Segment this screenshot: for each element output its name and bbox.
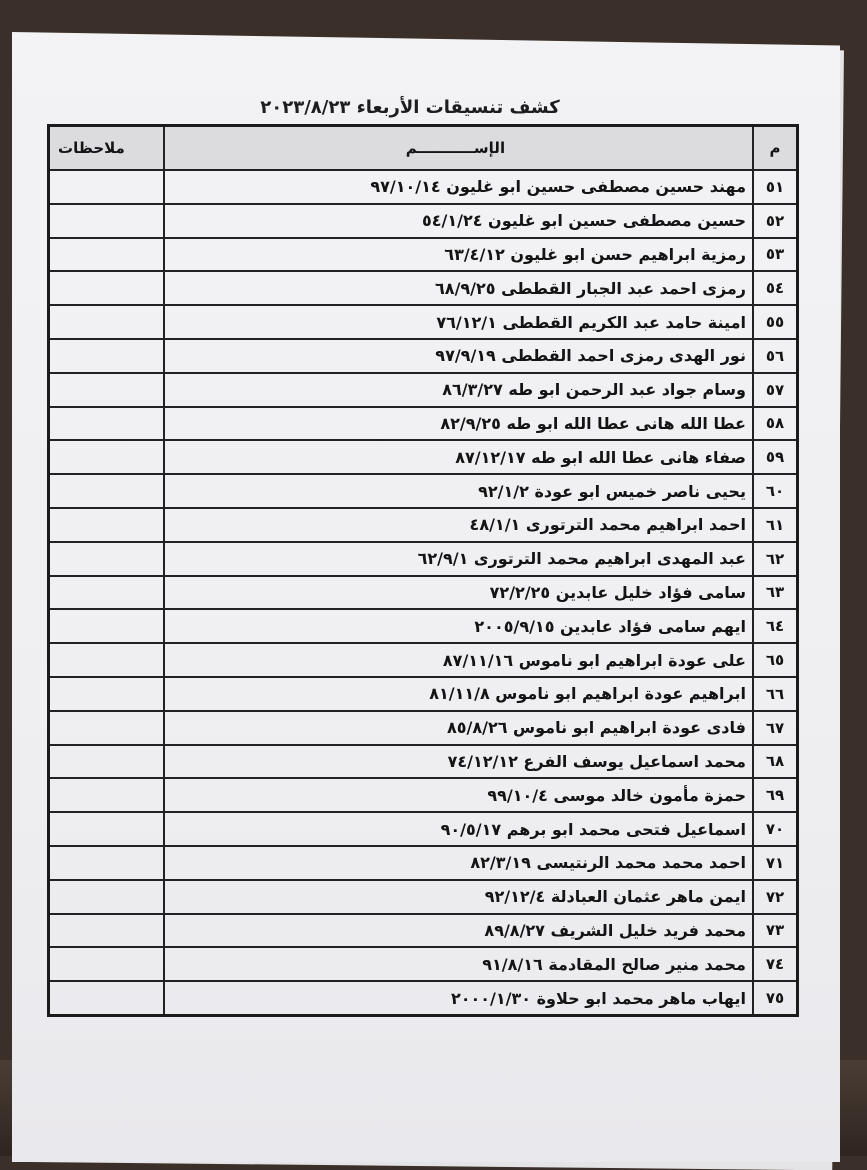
row-name: احمد ابراهيم محمد الترتورى ٤٨/١/١ [164, 508, 753, 542]
row-notes [49, 339, 164, 373]
table-row [49, 643, 798, 677]
row-name: اسماعيل فتحى محمد ابو برهم ٩٠/٥/١٧ [164, 812, 753, 846]
table-row [49, 373, 798, 407]
table-row [49, 880, 798, 914]
row-name: محمد منير صالح المقادمة ٩١/٨/١٦ [164, 947, 753, 981]
row-number: ٦٧ [753, 711, 798, 745]
table-row [49, 914, 798, 948]
row-name: صفاء هانى عطا الله ابو طه ٨٧/١٢/١٧ [164, 440, 753, 474]
row-name: محمد اسماعيل يوسف الفرع ٧٤/١٢/١٢ [164, 745, 753, 779]
row-notes [49, 440, 164, 474]
header-num: م [753, 126, 798, 171]
table-row [49, 745, 798, 779]
table-row [49, 339, 798, 373]
row-name: ايهم سامى فؤاد عابدين ٢٠٠٥/٩/١٥ [164, 609, 753, 643]
row-notes [49, 745, 164, 779]
row-notes [49, 407, 164, 441]
row-number: ٦٨ [753, 745, 798, 779]
row-number: ٧١ [753, 846, 798, 880]
row-number: ٧٢ [753, 880, 798, 914]
table-row [49, 305, 798, 339]
row-name: رمزية ابراهيم حسن ابو غليون ٦٣/٤/١٢ [164, 238, 753, 272]
row-name: ايمن ماهر عثمان العبادلة ٩٢/١٢/٤ [164, 880, 753, 914]
row-notes [49, 947, 164, 981]
row-number: ٥٣ [753, 238, 798, 272]
row-number: ٥٧ [753, 373, 798, 407]
row-number: ٦٩ [753, 778, 798, 812]
row-name: ابراهيم عودة ابراهيم ابو ناموس ٨١/١١/٨ [164, 677, 753, 711]
row-number: ٥٥ [753, 305, 798, 339]
row-number: ٥٩ [753, 440, 798, 474]
row-name: عبد المهدى ابراهيم محمد الترتورى ٦٢/٩/١ [164, 542, 753, 576]
row-notes [49, 914, 164, 948]
row-name: محمد فريد خليل الشريف ٨٩/٨/٢٧ [164, 914, 753, 948]
table-row [49, 474, 798, 508]
row-name: نور الهدى رمزى احمد القططى ٩٧/٩/١٩ [164, 339, 753, 373]
row-notes [49, 542, 164, 576]
row-notes [49, 474, 164, 508]
row-name: مهند حسين مصطفى حسين ابو غليون ٩٧/١٠/١٤ [164, 170, 753, 204]
row-notes [49, 609, 164, 643]
table-row [49, 542, 798, 576]
row-notes [49, 880, 164, 914]
row-name: على عودة ابراهيم ابو ناموس ٨٧/١١/١٦ [164, 643, 753, 677]
row-number: ٥٨ [753, 407, 798, 441]
table-row [49, 440, 798, 474]
row-number: ٦٠ [753, 474, 798, 508]
row-notes [49, 711, 164, 745]
table-row [49, 170, 798, 204]
document-title: كشف تنسيقات الأربعاء ٢٠٢٣/٨/٢٣ [260, 97, 560, 118]
row-number: ٧٠ [753, 812, 798, 846]
table-row [49, 271, 798, 305]
row-notes [49, 305, 164, 339]
table-row [49, 812, 798, 846]
row-notes [49, 677, 164, 711]
row-number: ٦٢ [753, 542, 798, 576]
row-notes [49, 643, 164, 677]
names-table [47, 124, 799, 1017]
row-name: ايهاب ماهر محمد ابو حلاوة ٢٠٠٠/١/٣٠ [164, 981, 753, 1015]
row-number: ٧٥ [753, 981, 798, 1015]
row-name: حسين مصطفى حسين ابو غليون ٥٤/١/٢٤ [164, 204, 753, 238]
row-notes [49, 238, 164, 272]
row-name: يحيى ناصر خميس ابو عودة ٩٢/١/٢ [164, 474, 753, 508]
table-row [49, 204, 798, 238]
row-notes [49, 981, 164, 1015]
row-number: ٥٢ [753, 204, 798, 238]
row-number: ٦٥ [753, 643, 798, 677]
table-row [49, 508, 798, 542]
row-notes [49, 812, 164, 846]
row-number: ٥٦ [753, 339, 798, 373]
row-notes [49, 778, 164, 812]
row-notes [49, 576, 164, 610]
row-notes [49, 508, 164, 542]
row-name: حمزة مأمون خالد موسى ٩٩/١٠/٤ [164, 778, 753, 812]
row-name: وسام جواد عبد الرحمن ابو طه ٨٦/٣/٢٧ [164, 373, 753, 407]
table-row [49, 609, 798, 643]
table-row [49, 576, 798, 610]
row-number: ٧٣ [753, 914, 798, 948]
table-row [49, 711, 798, 745]
table-row [49, 981, 798, 1015]
row-name: فادى عودة ابراهيم ابو ناموس ٨٥/٨/٢٦ [164, 711, 753, 745]
row-notes [49, 170, 164, 204]
header-name: الإســـــــــــم [164, 126, 753, 171]
table-header-row [49, 126, 798, 171]
table-row [49, 677, 798, 711]
row-name: امينة حامد عبد الكريم القططى ٧٦/١٢/١ [164, 305, 753, 339]
row-name: عطا الله هانى عطا الله ابو طه ٨٢/٩/٢٥ [164, 407, 753, 441]
row-number: ٥٤ [753, 271, 798, 305]
row-name: احمد محمد محمد الرنتيسى ٨٢/٣/١٩ [164, 846, 753, 880]
table-row [49, 238, 798, 272]
table-body [49, 170, 798, 1015]
row-notes [49, 271, 164, 305]
header-notes: ملاحظات [49, 126, 164, 171]
row-notes [49, 204, 164, 238]
table-row [49, 407, 798, 441]
row-notes [49, 373, 164, 407]
row-number: ٦٣ [753, 576, 798, 610]
row-number: ٧٤ [753, 947, 798, 981]
row-notes [49, 846, 164, 880]
table-row [49, 846, 798, 880]
row-number: ٦١ [753, 508, 798, 542]
row-number: ٥١ [753, 170, 798, 204]
row-number: ٦٤ [753, 609, 798, 643]
row-name: سامى فؤاد خليل عابدين ٧٢/٢/٢٥ [164, 576, 753, 610]
table-row [49, 947, 798, 981]
row-name: رمزى احمد عبد الجبار القططى ٦٨/٩/٢٥ [164, 271, 753, 305]
row-number: ٦٦ [753, 677, 798, 711]
table-row [49, 778, 798, 812]
